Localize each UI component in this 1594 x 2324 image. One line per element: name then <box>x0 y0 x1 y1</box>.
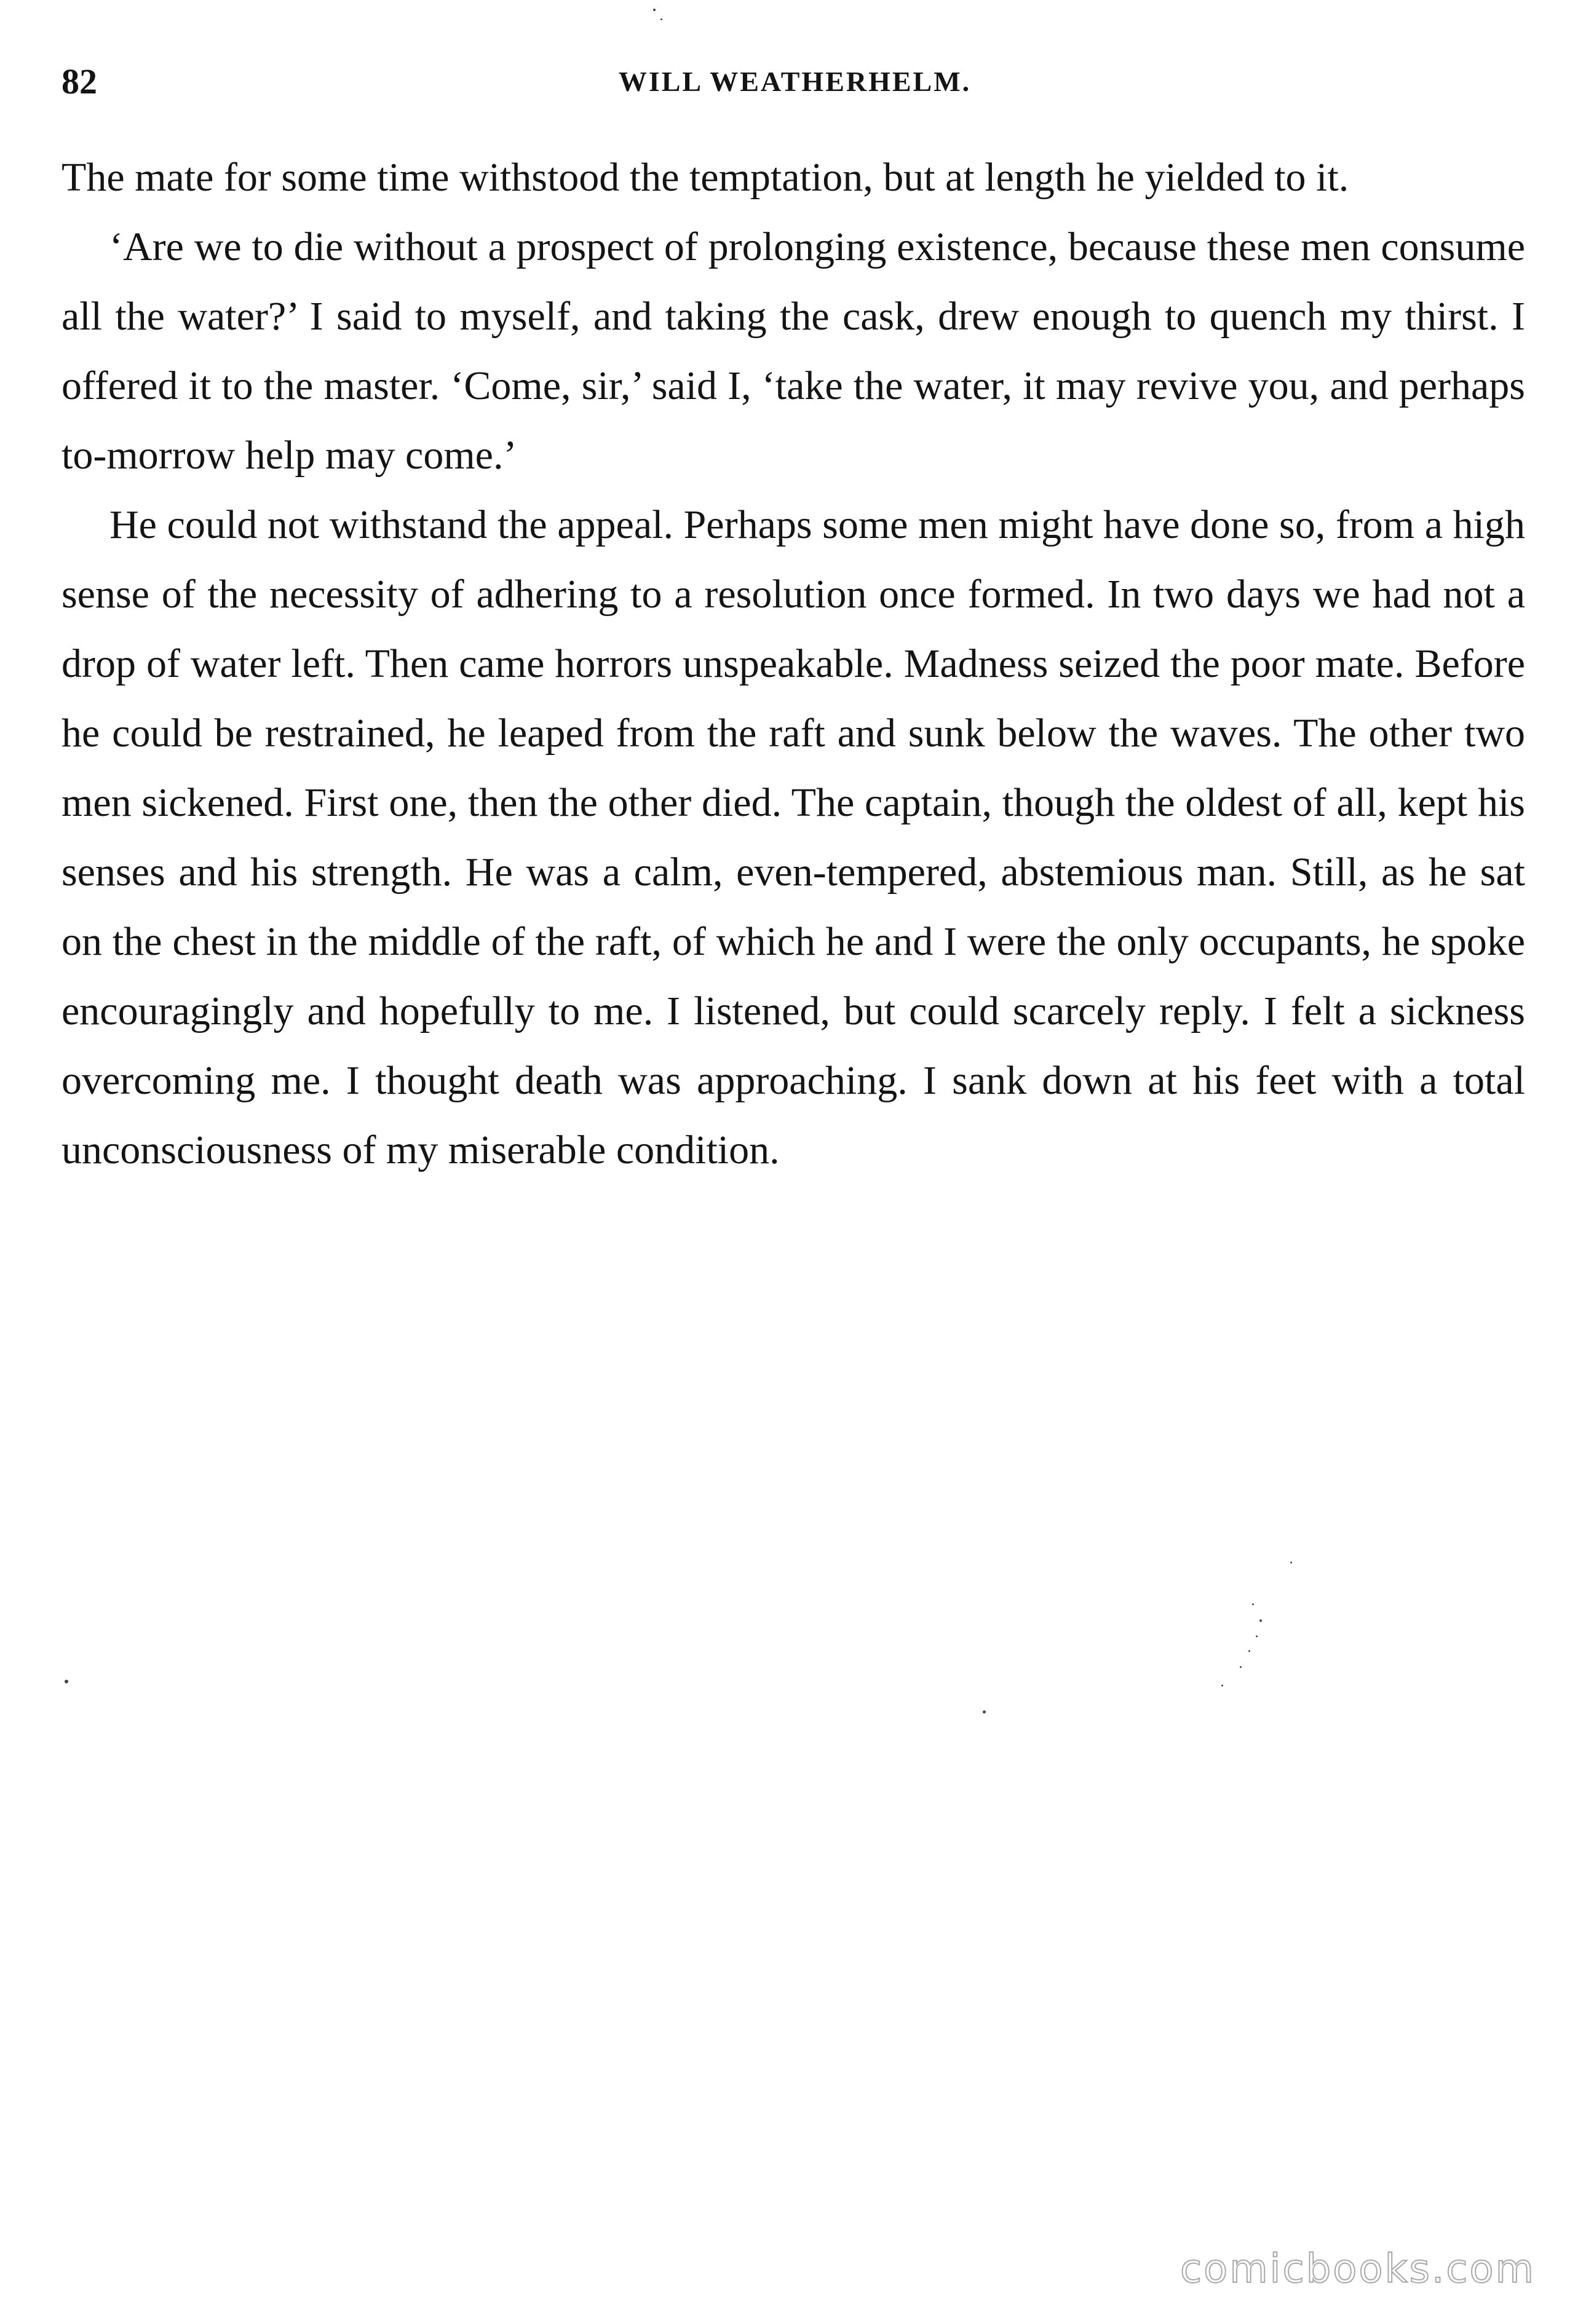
scan-speck <box>1221 1685 1223 1686</box>
scan-speck <box>1259 1619 1262 1622</box>
watermark: comicbooks.com <box>1180 2247 1536 2292</box>
scan-speck <box>1240 1666 1242 1668</box>
paragraph-2: ‘Are we to die without a prospect of prolonging existence, because these men consume all the water?’ I said to myself, and taking the cask, drew enough to quench my thirst. I offered it to the master. ‘Come, sir,’ said I, ‘take the water, it may revive you, and perhaps to-morrow help may come.’ <box>61 224 1525 478</box>
paragraph-1: The mate for some time withstood the temptation, but at length he yielded to it. <box>61 155 1349 200</box>
scan-speck <box>1256 1635 1258 1637</box>
scan-speck <box>65 1680 68 1683</box>
scan-speck <box>983 1710 986 1713</box>
page-number: 82 <box>61 61 97 101</box>
running-title: WILL WEATHERHELM. <box>618 66 972 97</box>
scan-speck <box>1248 1650 1250 1652</box>
scan-speck <box>1252 1603 1254 1605</box>
page-header <box>61 60 1528 103</box>
scan-speck <box>660 18 662 20</box>
body-text <box>61 143 1525 1185</box>
scan-speck <box>653 9 656 11</box>
scan-speck <box>1290 1562 1292 1563</box>
paragraph-3: He could not withstand the appeal. Perhaps some men might have done so, from a high sense of the necessity of adhering to a resolution once formed. In two days we had not a drop of water left. Then came horrors unspeakable. Madness seized the poor mate. Before he could be restrained, he leaped from the raft and sunk below the waves. The other two men sickened. First one, then the other died. The captain, though the oldest of all, kept his senses and his strength. He was a calm, even-tempered, abstemious man. Still, as he sat on the chest in the middle of the raft, of which he and I were the only occupants, he spoke encouragingly and hopefully to me. I listened, but could scarcely reply. I felt a sickness overcoming me. I thought death was approaching. I sank down at his feet with a total unconsciousness of my miserable condition. <box>61 502 1525 1172</box>
